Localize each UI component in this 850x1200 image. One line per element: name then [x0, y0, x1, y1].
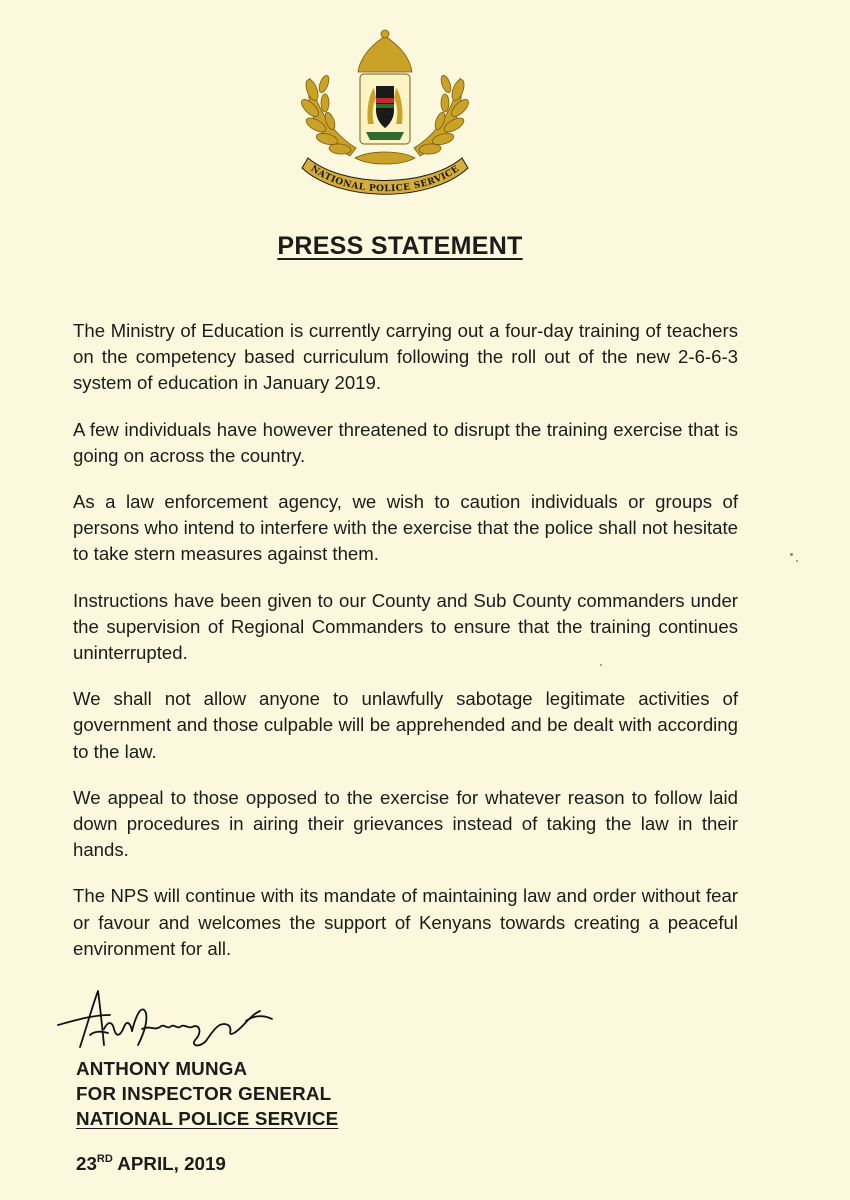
statement-date [76, 1153, 226, 1175]
paragraph: As a law enforcement agency, we wish to caution individuals or groups of persons who intend to interfere with the exercise that the police shall not hesitate to take stern measures against them. [73, 491, 738, 565]
svg-text:NATIONAL POLICE SERVICE [309, 164, 462, 194]
statement-body [73, 318, 738, 982]
signatory-block [76, 1056, 338, 1131]
date-rest: APRIL, 2019 [112, 1153, 226, 1174]
signatory-name: ANTHONY MUNGA [76, 1058, 248, 1079]
date-day: 23 [76, 1153, 97, 1174]
paper-speck [796, 560, 798, 562]
paragraph: The Ministry of Education is currently carrying out a four-day training of teachers on the competency based curriculum following the roll out of the new 2-6-6-3 system of education in January 2019. [73, 320, 738, 394]
paragraph: The NPS will continue with its mandate of maintaining law and order without fear or favour and welcomes the support of Kenyans towards creating a peaceful environment for all. [73, 885, 738, 959]
paper-speck [600, 664, 602, 666]
paragraph: A few individuals have however threatened to disrupt the training exercise that is going on across the country. [73, 418, 738, 466]
signatory-role: FOR INSPECTOR GENERAL [76, 1083, 332, 1104]
national-police-service-crest-icon [290, 28, 480, 203]
paragraph: We shall not allow anyone to unlawfully sabotage legitimate activities of government and those culpable will be apprehended and be dealt with according to the law. [73, 688, 738, 762]
signatory-organization: NATIONAL POLICE SERVICE [76, 1108, 339, 1129]
handwritten-signature-icon [50, 985, 290, 1057]
paragraph: We appeal to those opposed to the exercise for whatever reason to follow laid down procedures in airing their grievances instead of taking the law in their hands. [73, 786, 738, 861]
page-title: PRESS STATEMENT [277, 232, 523, 260]
paper-speck [790, 553, 793, 556]
paragraph: Instructions have been given to our County and Sub County commanders under the supervision of Regional Commanders to ensure that the training continues uninterrupted. [73, 589, 738, 664]
emblem-ribbon-text: NATIONAL POLICE SERVICE [308, 164, 462, 195]
date-suffix: RD [96, 1153, 113, 1165]
